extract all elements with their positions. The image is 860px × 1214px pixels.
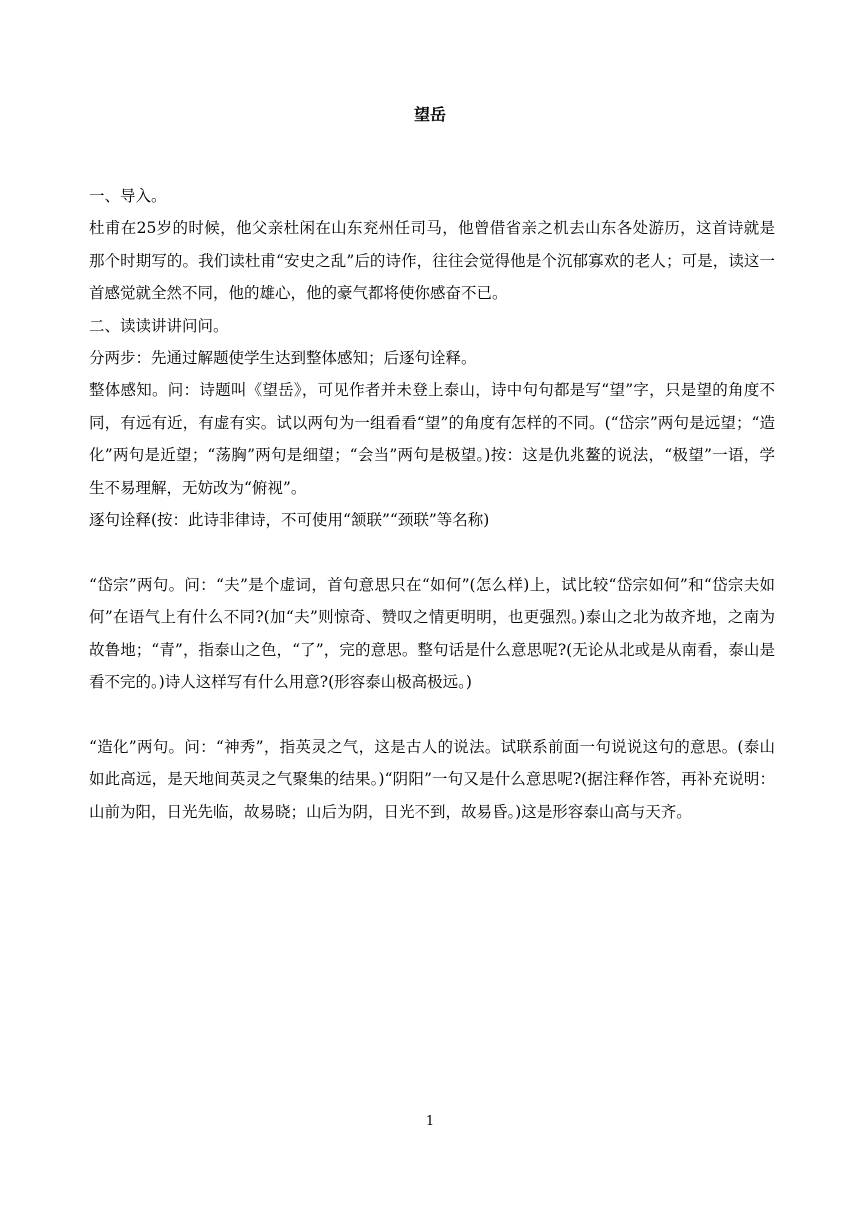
paragraph-spacer — [89, 536, 775, 568]
intro-paragraph: 杜甫在25岁的时候，他父亲杜闲在山东兖州任司马，他曾借省亲之机去山东各处游历，这首诗就是那个时期写的。我们读杜甫“安史之乱”后的诗作，往往会觉得他是个沉郁寡欢的老人；可是，读这一首感觉就全然不同，他的雄心，他的豪气都将使你感奋不已。 — [89, 219, 775, 303]
zaohua-paragraph: “造化”两句。问：“神秀”，指英灵之气，这是古人的说法。试联系前面一句说说这句的意思。(泰山如此高远，是天地间英灵之气聚集的结果。)“阴阳”一句又是什么意思呢?(据注释作答，再补充说明：山前为阳，日光先临，故易晓；山后为阴，日光不到，故易昏。)这是形容泰山高与天齐。 — [89, 737, 775, 821]
overall-perception-paragraph: 整体感知。问：诗题叫《望岳》，可见作者并未登上泰山，诗中句句都是写“望”字，只是望的角度不同，有远有近，有虚有实。试以两句为一组看看“望”的角度有怎样的不同。(“岱宗”两句是远望；“造化”两句是近望；“荡胸”两句是细望；“会当”两句是极望。)按：这是仇兆鳌的说法，“极望”一语，学生不易理解，无妨改为“俯视”。 — [89, 381, 775, 497]
document-body — [89, 180, 775, 828]
daizong-paragraph: “岱宗”两句。问：“夫”是个虚词，首句意思只在“如何”(怎么样)上，试比较“岱宗如何”和“岱宗夫如何”在语气上有什么不同?(加“夫”则惊奇、赞叹之情更明明，也更强烈。)泰山之北为故齐地，之南为故鲁地；“青”，指泰山之色，“了”，完的意思。整句话是什么意思呢?(无论从北或是从南看，泰山是看不完的。)诗人这样写有什么用意?(形容泰山极高极远。) — [89, 575, 775, 692]
document-title: 望岳 — [413, 105, 446, 124]
paragraph-spacer — [89, 698, 775, 730]
line-by-line-heading: 逐句诠释(按：此诗非律诗，不可使用“颔联”“颈联”等名称) — [89, 511, 490, 530]
steps-paragraph: 分两步：先通过解题使学生达到整体感知；后逐句诠释。 — [89, 349, 477, 368]
page-number: 1 — [425, 1114, 435, 1129]
section-heading-intro: 一、导入。 — [89, 187, 167, 205]
section-heading-reading: 二、读读讲讲问问。 — [89, 316, 229, 335]
